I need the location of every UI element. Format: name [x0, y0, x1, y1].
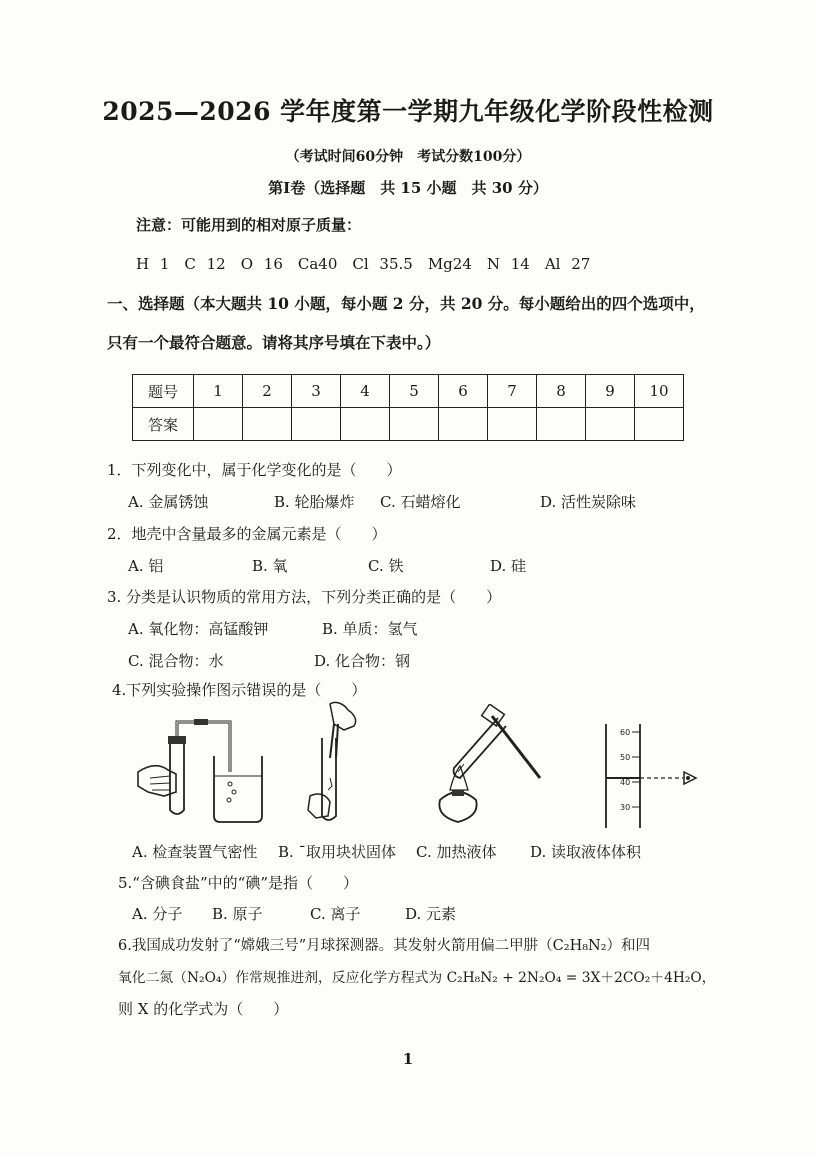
- ruler-tick-label: 50: [620, 753, 631, 762]
- answer-cell[interactable]: [488, 408, 537, 441]
- table-cell: 6: [439, 375, 488, 408]
- table-row-label: 答案: [133, 408, 194, 441]
- question-2-option-d: D. 硅: [490, 557, 527, 575]
- ruler-tick-label: 60: [620, 728, 631, 737]
- question-3-option-d: D. 化合物：钢: [314, 652, 411, 670]
- table-row: [133, 408, 684, 441]
- question-6-line2: 氧化二氮（N₂O₄）作常规推进剂，反应化学方程式为 C₂H₈N₂ + 2N₂O₄ = 3X＋2CO₂＋4H₂O，: [118, 970, 716, 986]
- question-5-stem: 5.“含碘食盐”中的“碘”是指（ ）: [118, 874, 358, 892]
- page-number: 1: [402, 1050, 414, 1068]
- question-4-stem: 4.下列实验操作图示错误的是（ ）: [112, 681, 367, 699]
- answer-cell[interactable]: [243, 408, 292, 441]
- table-cell: 1: [194, 375, 243, 408]
- question-3-option-a: A. 氧化物：高锰酸钾: [128, 620, 269, 638]
- question-1-option-b: B. 轮胎爆炸: [274, 493, 355, 511]
- table-cell: 9: [586, 375, 635, 408]
- section-heading-line1: 一、选择题（本大题共 10 小题，每小题 2 分，共 20 分。每小题给出的四个选项中，: [107, 294, 705, 313]
- table-cell: 5: [390, 375, 439, 408]
- question-1-option-a: A. 金属锈蚀: [128, 493, 209, 511]
- question-5-option-a: A. 分子: [132, 905, 183, 923]
- question-2-option-b: B. 氧: [252, 557, 288, 575]
- question-6-line1: 6.我国成功发射了“嫦娥三号”月球探测器。其发射火箭用偏二甲肼（C₂H₈N₂）和四: [118, 938, 651, 954]
- answer-cell[interactable]: [292, 408, 341, 441]
- table-cell: 4: [341, 375, 390, 408]
- question-5-option-c: C. 离子: [310, 905, 361, 923]
- question-1-stem: 1．下列变化中，属于化学变化的是（ ）: [107, 461, 402, 479]
- answer-cell[interactable]: [439, 408, 488, 441]
- atomic-masses: H 1 C 12 O 16 Ca40 Cl 35.5 Mg24 N 14 Al 27: [136, 255, 591, 273]
- answer-cell[interactable]: [194, 408, 243, 441]
- answer-cell[interactable]: [537, 408, 586, 441]
- figure-take-solid: [300, 698, 370, 833]
- answer-cell[interactable]: [341, 408, 390, 441]
- question-3-stem: 3. 分类是认识物质的常用方法，下列分类正确的是（ ）: [107, 588, 502, 606]
- table-cell: 7: [488, 375, 537, 408]
- question-4-option-a: A. 检查装置气密性: [132, 843, 258, 861]
- figure-heat-liquid: [430, 704, 550, 832]
- figure-check-airtightness: [130, 712, 270, 830]
- question-4-option-d: D. 读取液体体积: [530, 843, 642, 861]
- question-3-option-c: C. 混合物：水: [128, 652, 224, 670]
- table-row: [133, 375, 684, 408]
- question-5-option-b: B. 原子: [212, 905, 263, 923]
- question-1-option-d: D. 活性炭除味: [540, 493, 637, 511]
- table-cell: 3: [292, 375, 341, 408]
- section-heading-line2: 只有一个最符合题意。请将其序号填在下表中。）: [107, 333, 441, 352]
- question-2-option-a: A. 铝: [128, 557, 164, 575]
- question-1-option-c: C. 石蜡熔化: [380, 493, 461, 511]
- question-4-option-b: B. ¯取用块状固体: [278, 843, 397, 861]
- answer-cell[interactable]: [586, 408, 635, 441]
- question-5-option-d: D. 元素: [405, 905, 457, 923]
- figure-read-volume: [596, 720, 706, 832]
- question-3-option-b: B. 单质：氢气: [322, 620, 418, 638]
- question-6-line3: 则 X 的化学式为（ ）: [118, 1000, 289, 1018]
- answer-table: [132, 374, 684, 441]
- ruler-tick-label: 40: [620, 778, 631, 787]
- table-cell: 2: [243, 375, 292, 408]
- question-4-option-c: C. 加热液体: [416, 843, 497, 861]
- table-cell: 8: [537, 375, 586, 408]
- question-2-stem: 2．地壳中含量最多的金属元素是（ ）: [107, 525, 387, 543]
- table-cell: 10: [635, 375, 684, 408]
- exam-info: （考试时间60分钟 考试分数100分）: [285, 149, 531, 165]
- answer-cell[interactable]: [635, 408, 684, 441]
- table-row-label: 题号: [133, 375, 194, 408]
- note-label: 注意：可能用到的相对原子质量：: [136, 216, 362, 234]
- question-2-option-c: C. 铁: [368, 557, 404, 575]
- volume-heading: 第Ⅰ卷（选择题 共 15 小题 共 30 分）: [268, 179, 548, 197]
- answer-cell[interactable]: [390, 408, 439, 441]
- ruler-tick-label: 30: [620, 803, 631, 812]
- page-title: 2025—2026 学年度第一学期九年级化学阶段性检测: [102, 97, 714, 126]
